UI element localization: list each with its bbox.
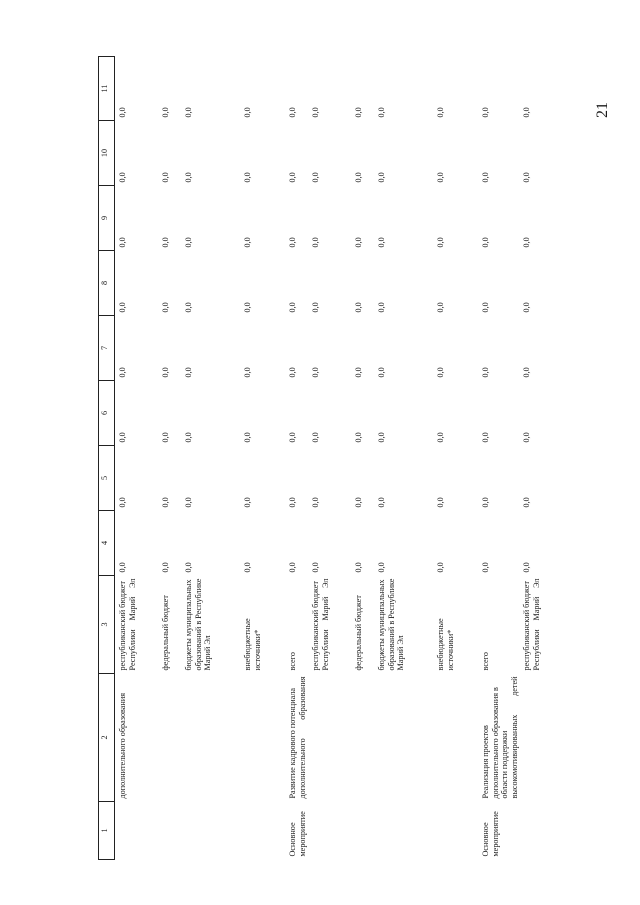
value-cell: 0,0 <box>288 367 297 378</box>
value-cell: 0,0 <box>311 172 320 183</box>
value-cell: 0,0 <box>243 302 252 313</box>
source-cell: республиканский бюджет Республики Марий Эл <box>311 578 330 671</box>
header-cell: 4 <box>99 511 115 576</box>
table-row <box>521 57 564 860</box>
value-cell: 0,0 <box>243 237 252 248</box>
value-cell: 0,0 <box>354 172 363 183</box>
table-row <box>435 57 478 860</box>
table-body <box>115 57 565 860</box>
value-cell: 0,0 <box>436 432 445 443</box>
value-cell: 0,0 <box>288 172 297 183</box>
table-row <box>160 57 183 860</box>
value-cell: 0,0 <box>161 497 170 508</box>
header-cell: 9 <box>99 186 115 251</box>
value-cell: 0,0 <box>184 302 193 313</box>
value-cell: 0,0 <box>161 432 170 443</box>
source-cell: федеральный бюджет <box>161 595 170 671</box>
value-cell: 0,0 <box>243 107 252 118</box>
source-cell: республиканский бюджет Республики Марий Эл <box>522 578 541 671</box>
value-cell: 0,0 <box>118 237 127 248</box>
header-row <box>99 57 115 860</box>
header-cell: 11 <box>99 57 115 121</box>
value-cell: 0,0 <box>184 432 193 443</box>
source-cell: внебюджетные источники* <box>243 618 262 671</box>
header-cell: 7 <box>99 316 115 381</box>
measure-cell: Основное мероприятие <box>481 811 500 857</box>
page-number: 21 <box>594 102 611 118</box>
value-cell: 0,0 <box>184 237 193 248</box>
name-cell <box>160 674 183 802</box>
rotated-table-container <box>98 60 541 860</box>
budget-table <box>98 56 564 860</box>
value-cell: 0,0 <box>288 432 297 443</box>
value-cell: 0,0 <box>522 432 532 443</box>
value-cell: 0,0 <box>311 302 320 313</box>
value-cell: 0,0 <box>377 367 386 378</box>
value-cell: 0,0 <box>481 497 490 508</box>
measure-cell <box>521 802 564 860</box>
value-cell: 0,0 <box>522 172 532 183</box>
name-cell <box>376 674 435 802</box>
value-cell: 0,0 <box>118 497 127 508</box>
value-cell: 0,0 <box>522 237 532 248</box>
value-cell: 0,0 <box>377 562 386 573</box>
value-cell: 0,0 <box>288 237 297 248</box>
value-cell: 0,0 <box>243 562 252 573</box>
value-cell: 0,0 <box>481 107 490 118</box>
value-cell: 0,0 <box>436 367 445 378</box>
value-cell: 0,0 <box>354 562 363 573</box>
value-cell: 0,0 <box>377 237 386 248</box>
source-cell: республиканский бюджет Республики Марий Эл <box>118 578 137 671</box>
header-cell: 6 <box>99 381 115 446</box>
value-cell: 0,0 <box>377 172 386 183</box>
value-cell: 0,0 <box>311 107 320 118</box>
value-cell: 0,0 <box>436 107 445 118</box>
value-cell: 0,0 <box>311 497 320 508</box>
value-cell: 0,0 <box>118 562 127 573</box>
value-cell: 0,0 <box>161 302 170 313</box>
value-cell: 0,0 <box>243 497 252 508</box>
value-cell: 0,0 <box>184 107 193 118</box>
value-cell: 0,0 <box>184 172 193 183</box>
value-cell: 0,0 <box>311 562 320 573</box>
header-cell: 1 <box>99 802 115 860</box>
header-cell: 10 <box>99 121 115 186</box>
value-cell: 0,0 <box>243 432 252 443</box>
value-cell: 0,0 <box>161 237 170 248</box>
value-cell: 0,0 <box>436 497 445 508</box>
value-cell: 0,0 <box>436 237 445 248</box>
value-cell: 0,0 <box>311 237 320 248</box>
measure-cell: Основное мероприятие <box>288 811 307 857</box>
value-cell: 0,0 <box>481 367 490 378</box>
value-cell: 0,0 <box>436 562 445 573</box>
value-cell: 0,0 <box>184 497 193 508</box>
value-cell: 0,0 <box>481 562 490 573</box>
source-cell: бюджеты муниципальных образований в Республике Марий Эл <box>377 578 406 671</box>
value-cell: 0,0 <box>118 367 127 378</box>
value-cell: 0,0 <box>481 432 490 443</box>
name-cell <box>435 674 478 802</box>
value-cell: 0,0 <box>481 172 490 183</box>
value-cell: 0,0 <box>161 562 170 573</box>
value-cell: 0,0 <box>184 367 193 378</box>
value-cell: 0,0 <box>118 432 127 443</box>
name-cell <box>310 674 353 802</box>
value-cell: 0,0 <box>118 172 127 183</box>
name-cell: Реализация проектов дополнительного образования в области поддержки высокомотивированных детей <box>481 676 519 799</box>
measure-cell <box>242 802 285 860</box>
table-row <box>310 57 353 860</box>
measure-cell <box>115 802 161 860</box>
name-cell <box>521 674 564 802</box>
value-cell: 0,0 <box>354 107 363 118</box>
value-cell: 0,0 <box>311 367 320 378</box>
table-row <box>376 57 435 860</box>
header-cell: 8 <box>99 251 115 316</box>
table-row <box>353 57 376 860</box>
value-cell: 0,0 <box>377 497 386 508</box>
header-cell: 2 <box>99 674 115 802</box>
value-cell: 0,0 <box>243 172 252 183</box>
value-cell: 0,0 <box>522 562 532 573</box>
value-cell: 0,0 <box>184 562 193 573</box>
name-cell <box>353 674 376 802</box>
value-cell: 0,0 <box>118 302 127 313</box>
name-cell: Развитие кадрового потенциала дополнительного образования <box>288 676 307 799</box>
value-cell: 0,0 <box>377 432 386 443</box>
value-cell: 0,0 <box>377 107 386 118</box>
source-cell: федеральный бюджет <box>354 595 363 671</box>
measure-cell <box>435 802 478 860</box>
value-cell: 0,0 <box>288 302 297 313</box>
value-cell: 0,0 <box>161 107 170 118</box>
name-cell: дополнительного образования <box>118 693 127 799</box>
value-cell: 0,0 <box>354 237 363 248</box>
value-cell: 0,0 <box>522 302 532 313</box>
value-cell: 0,0 <box>354 497 363 508</box>
value-cell: 0,0 <box>436 302 445 313</box>
value-cell: 0,0 <box>522 497 532 508</box>
value-cell: 0,0 <box>243 367 252 378</box>
value-cell: 0,0 <box>377 302 386 313</box>
value-cell: 0,0 <box>436 172 445 183</box>
table-row <box>115 57 161 860</box>
source-cell: бюджеты муниципальных образований в Республике Марий Эл <box>184 578 213 671</box>
value-cell: 0,0 <box>481 302 490 313</box>
value-cell: 0,0 <box>288 562 297 573</box>
header-cell: 5 <box>99 446 115 511</box>
value-cell: 0,0 <box>354 367 363 378</box>
table-row <box>183 57 242 860</box>
source-cell: всего <box>481 652 490 671</box>
value-cell: 0,0 <box>161 172 170 183</box>
measure-cell <box>310 802 353 860</box>
value-cell: 0,0 <box>311 432 320 443</box>
value-cell: 0,0 <box>288 497 297 508</box>
header-cell: 3 <box>99 576 115 674</box>
value-cell: 0,0 <box>354 432 363 443</box>
value-cell: 0,0 <box>481 237 490 248</box>
source-cell: внебюджетные источники* <box>436 618 455 671</box>
value-cell: 0,0 <box>288 107 297 118</box>
measure-cell <box>376 802 435 860</box>
table-row <box>285 57 310 860</box>
value-cell: 0,0 <box>118 107 127 118</box>
name-cell <box>242 674 285 802</box>
table-row <box>242 57 285 860</box>
measure-cell <box>353 802 376 860</box>
value-cell: 0,0 <box>522 107 532 118</box>
value-cell: 0,0 <box>522 367 532 378</box>
table-row <box>478 57 521 860</box>
value-cell: 0,0 <box>161 367 170 378</box>
value-cell: 0,0 <box>354 302 363 313</box>
measure-cell <box>183 802 242 860</box>
measure-cell <box>160 802 183 860</box>
name-cell <box>183 674 242 802</box>
source-cell: всего <box>288 652 297 671</box>
